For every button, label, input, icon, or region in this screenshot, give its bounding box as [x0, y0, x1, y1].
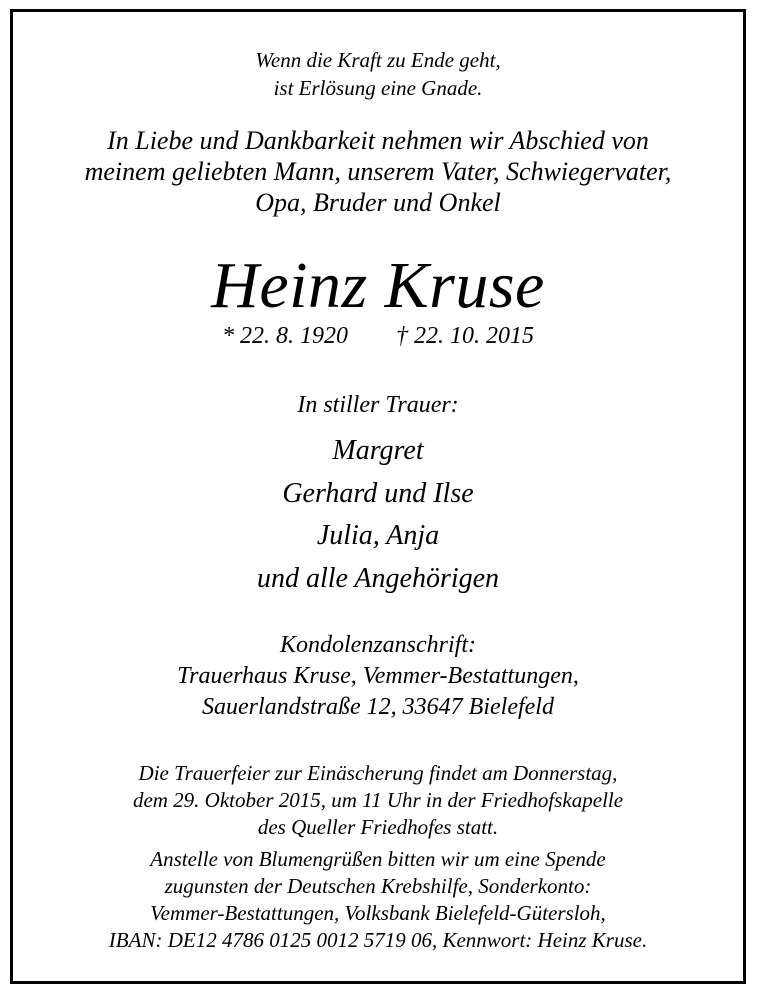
mourner-line-1: Margret [332, 435, 424, 466]
intro-line-3: Opa, Bruder und Onkel [255, 188, 501, 217]
donation-line-4: IBAN: DE12 4786 0125 0012 5719 06, Kennwort: Heinz Kruse. [108, 928, 648, 952]
birth-date: * 22. 8. 1920 [222, 323, 348, 349]
mourner-line-4: und alle Angehörigen [256, 563, 500, 594]
donation-line-3: Vemmer-Bestattungen, Volksbank Bielefeld-Gütersloh, [150, 901, 606, 925]
motto-line-2: ist Erlösung eine Gnade. [273, 76, 483, 100]
ceremony-line-2: dem 29. Oktober 2015, um 11 Uhr in der Friedhofskapelle [132, 788, 624, 812]
intro-line-2: meinem geliebten Mann, unserem Vater, Schwiegervater, [84, 157, 672, 186]
mourners-heading: In stiller Trauer: [297, 392, 459, 418]
ceremony-line-1: Die Trauerfeier zur Einäscherung findet am Donnerstag, [138, 761, 618, 785]
ceremony-line-3: des Queller Friedhofes statt. [257, 815, 499, 839]
donation-line-1: Anstelle von Blumengrüßen bitten wir um eine Spende [150, 847, 606, 871]
intro-line-1: In Liebe und Dankbarkeit nehmen wir Abschied von [107, 126, 649, 155]
mourner-line-2: Gerhard und Ilse [282, 478, 474, 509]
deceased-name: Heinz Kruse [211, 249, 545, 322]
death-date: † 22. 10. 2015 [396, 323, 534, 349]
mourner-line-3: Julia, Anja [316, 520, 440, 551]
condolence-heading: Kondolenzanschrift: [280, 632, 476, 658]
motto-line-1: Wenn die Kraft zu Ende geht, [255, 48, 501, 72]
donation-line-2: zugunsten der Deutschen Krebshilfe, Sonderkonto: [164, 874, 592, 898]
condolence-line-2: Sauerlandstraße 12, 33647 Bielefeld [202, 694, 554, 720]
life-dates [13, 323, 743, 350]
condolence-line-1: Trauerhaus Kruse, Vemmer-Bestattungen, [177, 663, 579, 689]
obituary-notice [10, 9, 746, 984]
